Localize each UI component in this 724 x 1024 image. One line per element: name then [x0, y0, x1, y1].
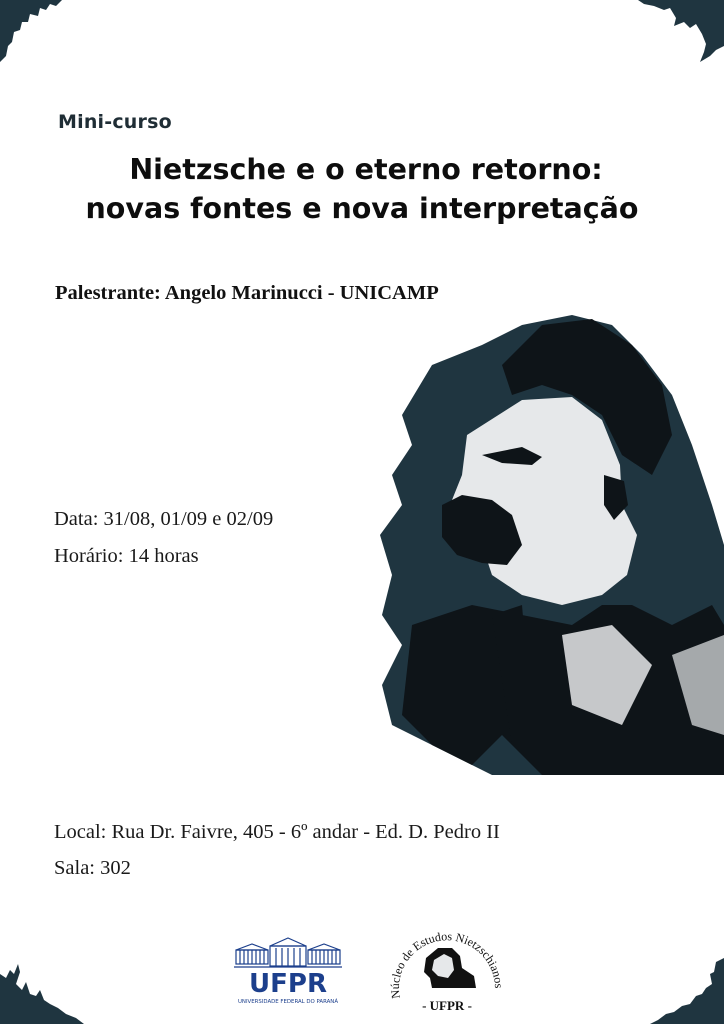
- date-label: Data: 31/08, 01/09 e 02/09: [54, 508, 274, 530]
- svg-text:UFPR: UFPR: [249, 969, 327, 999]
- svg-text:- UFPR -: - UFPR -: [422, 998, 472, 1013]
- svg-text:Núcleo de Estudos Nietzschiano: Núcleo de Estudos Nietzschianos: [387, 929, 507, 1000]
- course-title: [0, 150, 724, 228]
- corner-foliage-top-left-icon: [0, 0, 110, 90]
- ufpr-logo-icon: [232, 934, 344, 1006]
- course-title-line-2: novas fontes e nova interpretação: [85, 192, 639, 225]
- room-label: Sala: 302: [54, 857, 131, 879]
- course-type-label: Mini-curso: [58, 111, 172, 133]
- speaker-label: Palestrante: Angelo Marinucci - UNICAMP: [55, 282, 439, 304]
- nietzsche-portrait-icon: [372, 305, 724, 775]
- course-title-line-1: Nietzsche e o eterno retorno:: [129, 153, 603, 186]
- corner-foliage-top-right-icon: [614, 0, 724, 90]
- svg-text:UNIVERSIDADE FEDERAL DO PARANÁ: UNIVERSIDADE FEDERAL DO PARANÁ: [237, 999, 339, 1005]
- corner-foliage-bottom-right-icon: [614, 934, 724, 1024]
- nucleo-estudos-nietzschianos-logo-icon: [382, 920, 512, 1020]
- corner-foliage-bottom-left-icon: [0, 934, 110, 1024]
- time-label: Horário: 14 horas: [54, 545, 199, 567]
- location-label: Local: Rua Dr. Faivre, 405 - 6º andar - Ed. D. Pedro II: [54, 821, 500, 843]
